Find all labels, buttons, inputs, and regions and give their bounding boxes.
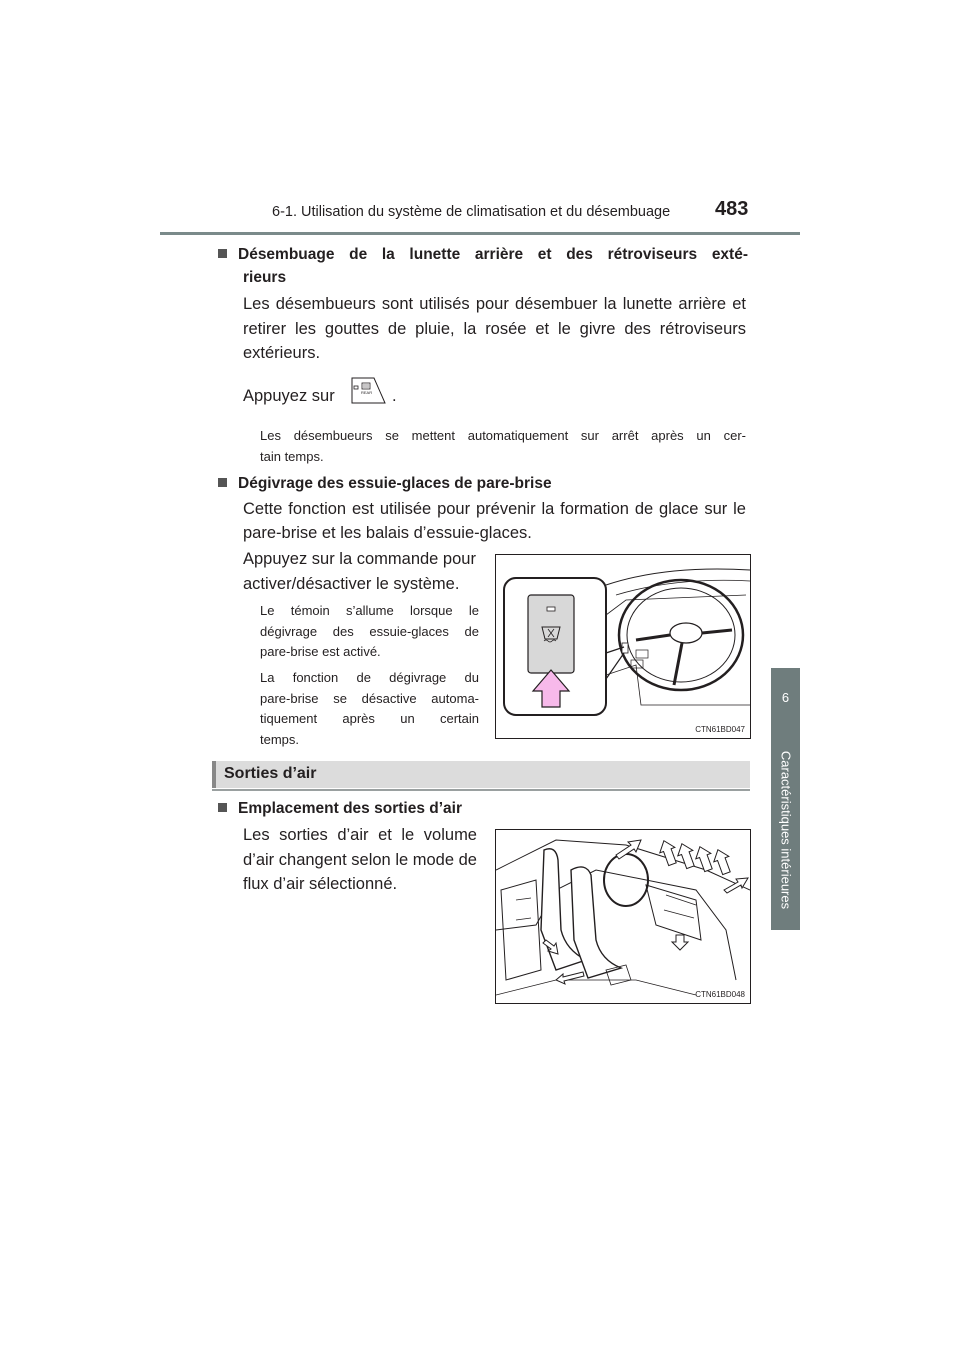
rear-defogger-note-line2: tain temps. <box>260 449 324 464</box>
rear-defogger-button-icon <box>348 377 386 404</box>
section-bar-rule <box>212 789 750 791</box>
chapter-number: 6 <box>781 690 790 705</box>
section-title: Sorties d’air <box>224 765 317 782</box>
page-number: 483 <box>715 198 749 220</box>
rear-defogger-body-line2: retirer les gouttes de pluie, la rosée et le givre des rétroviseurs <box>243 320 746 338</box>
svg-text:REAR: REAR <box>361 390 373 395</box>
wiper-deicer-body-line1: Cette fonction est utilisée pour prévenir la formation de glace sur le <box>243 500 746 518</box>
square-bullet-icon <box>218 803 227 812</box>
dashboard-illustration <box>496 555 750 738</box>
air-outlets-heading: Emplacement des sorties d’air <box>218 797 462 821</box>
wiper-deicer-instr-line1: Appuyez sur la commande pour <box>243 550 476 568</box>
air-outlets-body: Les sorties d’air et le volume d’air changent selon le mode de flux d’air sélectionné. <box>243 826 477 893</box>
chapter-title: Caractéristiques intérieures <box>778 750 793 910</box>
rear-defogger-heading: Désembuage de la lunette arrière et des rétroviseurs exté- <box>218 243 748 267</box>
cabin-illustration <box>496 830 750 1003</box>
wiper-deicer-note2: La fonction de dégivrage du pare-brise se désactive automa- tiquement après un certain temps. <box>260 670 479 747</box>
air-outlets-figure <box>495 829 751 1004</box>
wiper-deicer-note1: Le témoin s’allume lorsque le dégivrage des essuie-glaces de pare-brise est activé. <box>260 603 479 659</box>
chapter-title-vertical <box>771 740 800 920</box>
wiper-deicer-heading: Dégivrage des essuie-glaces de pare-brise <box>218 472 552 496</box>
wiper-deicer-body-line2: pare-brise et les balais d’essuie-glaces. <box>243 524 532 542</box>
running-header: 6-1. Utilisation du système de climatisation et du désembuage <box>272 204 671 220</box>
figure-code: CTN61BD048 <box>695 990 745 999</box>
rear-defogger-note-line1: Les désembueurs se mettent automatiquement sur arrêt après un cer- <box>260 428 746 443</box>
square-bullet-icon <box>218 249 227 258</box>
press-prefix: Appuyez sur <box>243 387 335 405</box>
figure-code: CTN61BD047 <box>695 725 745 734</box>
section-bar <box>212 761 750 788</box>
section-bar-marker <box>212 761 216 788</box>
header-rule <box>160 232 800 235</box>
rear-defogger-body-line3: extérieurs. <box>243 344 321 362</box>
wiper-deicer-instr-line2: activer/désactiver le système. <box>243 575 460 593</box>
press-suffix: . <box>392 387 397 405</box>
square-bullet-icon <box>218 478 227 487</box>
rear-defogger-body-line1: Les désembueurs sont utilisés pour désembuer la lunette arrière et <box>243 295 746 313</box>
wiper-deicer-figure <box>495 554 751 739</box>
rear-defogger-heading-cont: rieurs <box>243 269 287 286</box>
